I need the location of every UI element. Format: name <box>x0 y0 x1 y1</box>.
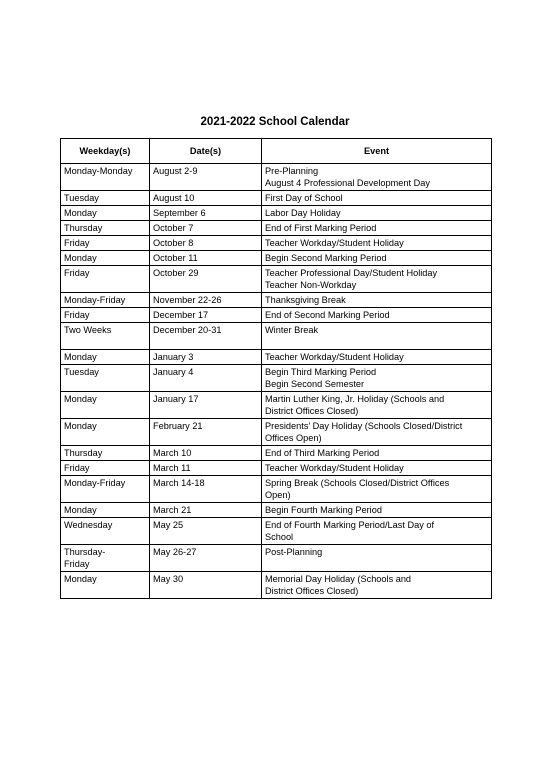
weekday-cell <box>61 545 150 572</box>
header-event: Event <box>262 139 492 164</box>
weekday-text: Tuesday <box>64 367 99 377</box>
dates-cell: January 4 <box>150 365 262 392</box>
table-row <box>61 461 492 476</box>
header-dates: Date(s) <box>150 139 262 164</box>
weekday-cell <box>61 221 150 236</box>
event-text: Begin Fourth Marking Period <box>265 505 382 515</box>
weekday-cell <box>61 236 150 251</box>
weekday-cell <box>61 476 150 503</box>
event-text: Open) <box>265 490 291 500</box>
event-text: Winter Break <box>265 325 319 335</box>
table-row <box>61 419 492 446</box>
table-row <box>61 350 492 365</box>
dates-cell: December 20-31 <box>150 323 262 350</box>
weekday-cell <box>61 323 150 350</box>
table-row <box>61 221 492 236</box>
event-cell <box>262 461 492 476</box>
event-text: Begin Second Marking Period <box>265 253 387 263</box>
weekday-cell <box>61 461 150 476</box>
dates-cell: August 2-9 <box>150 164 262 191</box>
event-cell <box>262 476 492 503</box>
event-text: Teacher Non-Workday <box>265 280 357 290</box>
table-row <box>61 191 492 206</box>
dates-cell: February 21 <box>150 419 262 446</box>
dates-cell: August 10 <box>150 191 262 206</box>
weekday-text: Two Weeks <box>64 325 112 335</box>
table-row <box>61 392 492 419</box>
table-row <box>61 251 492 266</box>
weekday-cell <box>61 251 150 266</box>
document-title: 2021-2022 School Calendar <box>200 116 350 128</box>
dates-cell: March 14-18 <box>150 476 262 503</box>
event-cell <box>262 236 492 251</box>
event-text: End of Fourth Marking Period/Last Day of <box>265 520 435 530</box>
dates-cell: November 22-26 <box>150 293 262 308</box>
event-cell <box>262 572 492 599</box>
dates-cell: May 26-27 <box>150 545 262 572</box>
event-cell <box>262 350 492 365</box>
event-text: School <box>265 532 294 542</box>
event-text: Presidents’ Day Holiday (Schools Closed/District <box>265 421 463 431</box>
weekday-cell <box>61 350 150 365</box>
weekday-cell <box>61 293 150 308</box>
weekday-text: Thursday <box>64 223 103 233</box>
weekday-text: Thursday- <box>64 547 106 557</box>
event-text: Offices Open) <box>265 433 322 443</box>
weekday-text: Monday <box>64 352 97 362</box>
event-cell <box>262 419 492 446</box>
weekday-text: Monday-Friday <box>64 295 126 305</box>
header-weekday: Weekday(s) <box>61 139 150 164</box>
event-text: Post-Planning <box>265 547 323 557</box>
weekday-text: Monday <box>64 421 97 431</box>
event-text: Teacher Workday/Student Holiday <box>265 238 404 248</box>
weekday-cell <box>61 446 150 461</box>
dates-cell: October 11 <box>150 251 262 266</box>
dates-cell: March 21 <box>150 503 262 518</box>
weekday-cell <box>61 308 150 323</box>
table-row <box>61 266 492 293</box>
dates-cell: March 11 <box>150 461 262 476</box>
weekday-text: Friday <box>64 310 90 320</box>
event-text: End of Second Marking Period <box>265 310 390 320</box>
event-cell <box>262 221 492 236</box>
event-text: Labor Day Holiday <box>265 208 341 218</box>
table-row <box>61 545 492 572</box>
event-cell <box>262 293 492 308</box>
event-cell <box>262 503 492 518</box>
event-cell <box>262 518 492 545</box>
event-cell <box>262 206 492 221</box>
event-cell <box>262 323 492 350</box>
event-text: Thanksgiving Break <box>265 295 346 305</box>
table-body <box>61 164 492 599</box>
weekday-cell <box>61 164 150 191</box>
event-cell <box>262 545 492 572</box>
event-cell <box>262 164 492 191</box>
weekday-cell <box>61 191 150 206</box>
weekday-cell <box>61 572 150 599</box>
dates-cell: January 17 <box>150 392 262 419</box>
table-row <box>61 323 492 350</box>
weekday-text: Monday-Friday <box>64 478 126 488</box>
table-row <box>61 446 492 461</box>
weekday-text: Monday <box>64 505 97 515</box>
table-row <box>61 365 492 392</box>
event-text: End of Third Marking Period <box>265 448 380 458</box>
dates-cell: March 10 <box>150 446 262 461</box>
event-text <box>265 336 488 348</box>
weekday-cell <box>61 392 150 419</box>
table-header-row <box>61 139 492 164</box>
event-cell <box>262 191 492 206</box>
table-row <box>61 572 492 599</box>
dates-cell: October 7 <box>150 221 262 236</box>
weekday-text: Monday <box>64 394 97 404</box>
event-text: Martin Luther King, Jr. Holiday (Schools and <box>265 394 445 404</box>
event-text: End of First Marking Period <box>265 223 377 233</box>
dates-cell: May 25 <box>150 518 262 545</box>
event-text: Pre-Planning <box>265 166 319 176</box>
weekday-text: Monday-Monday <box>64 166 133 176</box>
weekday-cell <box>61 503 150 518</box>
dates-cell: September 6 <box>150 206 262 221</box>
weekday-text: Friday <box>64 268 90 278</box>
event-cell <box>262 308 492 323</box>
dates-cell: October 8 <box>150 236 262 251</box>
weekday-text: Monday <box>64 574 97 584</box>
event-cell <box>262 392 492 419</box>
table-row <box>61 476 492 503</box>
weekday-text: Wednesday <box>64 520 113 530</box>
event-cell <box>262 446 492 461</box>
table-row <box>61 503 492 518</box>
event-text: Spring Break (Schools Closed/District Offices <box>265 478 450 488</box>
event-text: Begin Third Marking Period <box>265 367 377 377</box>
event-cell <box>262 251 492 266</box>
event-text: Teacher Workday/Student Holiday <box>265 463 404 473</box>
event-text: Teacher Professional Day/Student Holiday <box>265 268 438 278</box>
weekday-text: Monday <box>64 253 97 263</box>
table-row <box>61 206 492 221</box>
dates-cell: May 30 <box>150 572 262 599</box>
weekday-text: Friday <box>64 238 90 248</box>
dates-cell: January 3 <box>150 350 262 365</box>
event-text: Teacher Workday/Student Holiday <box>265 352 404 362</box>
weekday-cell <box>61 206 150 221</box>
event-cell <box>262 266 492 293</box>
weekday-text: Tuesday <box>64 193 99 203</box>
event-text: District Offices Closed) <box>265 406 359 416</box>
table-row <box>61 164 492 191</box>
weekday-cell <box>61 518 150 545</box>
event-text: August 4 Professional Development Day <box>265 178 430 188</box>
dates-cell: December 17 <box>150 308 262 323</box>
table-row <box>61 308 492 323</box>
event-text: Begin Second Semester <box>265 379 365 389</box>
weekday-text: Thursday <box>64 448 103 458</box>
table-row <box>61 236 492 251</box>
event-text: First Day of School <box>265 193 343 203</box>
dates-cell: October 29 <box>150 266 262 293</box>
event-text: District Offices Closed) <box>265 586 359 596</box>
table-row <box>61 293 492 308</box>
weekday-cell <box>61 419 150 446</box>
event-cell <box>262 365 492 392</box>
event-text: Memorial Day Holiday (Schools and <box>265 574 412 584</box>
weekday-text: Monday <box>64 208 97 218</box>
weekday-cell <box>61 365 150 392</box>
table-row <box>61 518 492 545</box>
weekday-text: Friday <box>64 559 90 569</box>
weekday-text: Friday <box>64 463 90 473</box>
weekday-cell <box>61 266 150 293</box>
school-calendar-table <box>60 138 492 599</box>
